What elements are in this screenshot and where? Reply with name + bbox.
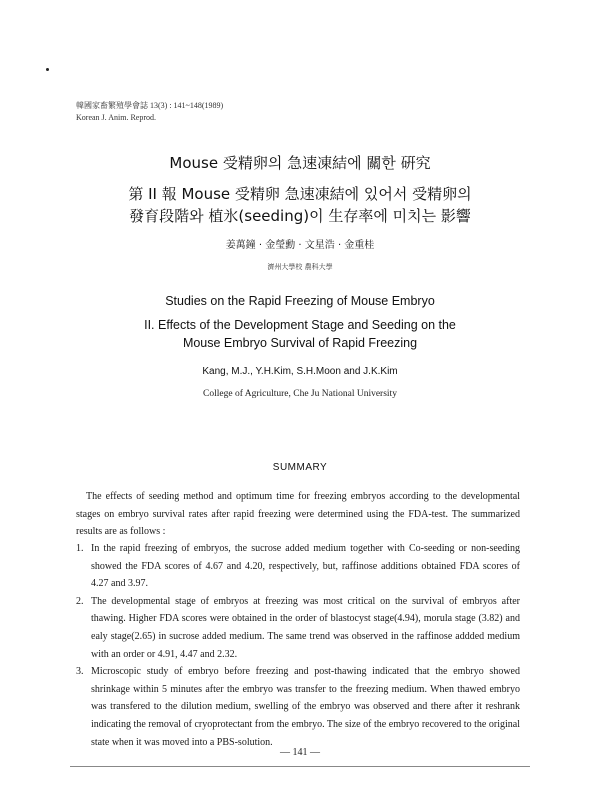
summary-item-text: The developmental stage of embryos at freezing was most critical on the survival of embryos after thawing. Higher FDA scores were obtained in the order of blastocyst stage(4.94), morula stage (3.82) and ealy stage(2.65) in sucrose added medium. The same trend was observed in the raffinose addded medium with an order or 4.91, 4.47 and 2.32. <box>91 595 520 660</box>
summary-list <box>76 540 520 751</box>
korean-authors: 姜萬鐘 · 金瑩勳 · 文星浩 · 金重桂 <box>225 240 375 251</box>
summary-item-number: 3. <box>76 666 84 678</box>
summary-intro-text: The effects of seeding method and optimum time for freezing embryos according to the developmental stages on embryo survival rates after rapid freezing were determined using the FDA-test. The summarized results are as follows : <box>76 491 520 538</box>
journal-citation-english: Korean J. Anim. Reprod. <box>76 113 156 122</box>
english-affiliation: College of Agriculture, Che Ju National University <box>203 389 397 399</box>
english-title-line-1: Studies on the Rapid Freezing of Mouse Embryo <box>165 294 435 308</box>
journal-citation-korean: 韓國家畜繁殖學會誌 13(3) : 141~148(1989) <box>76 101 224 110</box>
korean-title-line-2: 第 II 報 Mouse 受精卵 急速凍結에 있어서 受精卵의 <box>128 185 472 203</box>
footer-rule <box>70 766 530 767</box>
page-number: — 141 — <box>280 747 320 758</box>
summary-item-2 <box>76 593 520 663</box>
korean-title-line-1: Mouse 受精卵의 急速凍結에 關한 硏究 <box>169 154 431 172</box>
korean-title-line-3: 發育段階와 植氷(seeding)이 生存率에 미치는 影響 <box>129 207 471 225</box>
summary-intro <box>76 488 520 541</box>
summary-item-number: 1. <box>76 543 84 554</box>
summary-item-3 <box>76 663 520 751</box>
summary-item-text: In the rapid freezing of embryos, the sucrose added medium together with Co-seeding or non-seeding showed the FDA scores of 4.67 and 4.20, respectively, but, raffinose additions obtained FDA scores of 4.27 and 3.97. <box>91 543 520 590</box>
summary-item-text: Microscopic study of embryo before freezing and post-thawing indicated that the embryo showed shrinkage within 5 minutes after the embryo was transfer to the freezing medium. When thawed embryo was transfered to the dilution medium, swelling of the embryo was observed and there after it reshrank indicating the removal of cryoprotectant from the embryo. The size of the embryo recovered to the original state when it was moved into a PBS-solution. <box>91 666 520 748</box>
scan-dot-mark <box>46 68 49 71</box>
korean-affiliation: 濟州大學校 農科大學 <box>267 263 333 271</box>
summary-heading: SUMMARY <box>272 462 328 473</box>
summary-item-number: 2. <box>76 595 84 607</box>
english-title-line-2: II. Effects of the Development Stage and Seeding on the <box>144 318 456 332</box>
summary-item-1 <box>76 540 520 593</box>
english-authors: Kang, M.J., Y.H.Kim, S.H.Moon and J.K.Kim <box>202 366 398 377</box>
english-title-line-3: Mouse Embryo Survival of Rapid Freezing <box>182 336 418 350</box>
